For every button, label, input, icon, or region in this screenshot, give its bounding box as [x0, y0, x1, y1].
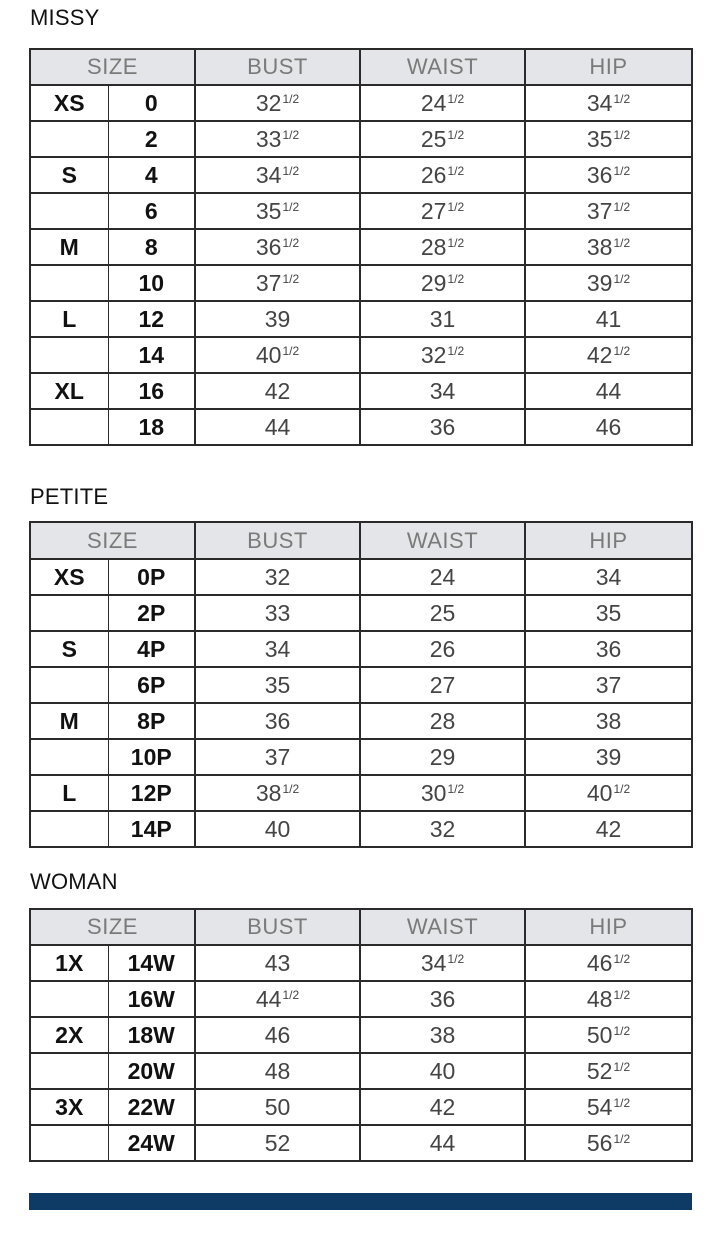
bust-cell: [195, 85, 360, 121]
bust-whole: 42: [264, 377, 291, 404]
petite-title: PETITE: [30, 484, 109, 509]
numeric-size-cell: 14: [108, 337, 195, 373]
hip-whole: 41: [595, 305, 622, 332]
numeric-size-cell: 6: [108, 193, 195, 229]
bust-cell: [195, 945, 360, 981]
letter-size-cell: [30, 1125, 108, 1161]
bust-cell: [195, 409, 360, 445]
bust-fraction: 1/2: [282, 163, 300, 178]
hip-cell: [525, 595, 692, 631]
hip-whole: 36: [595, 635, 622, 662]
hip-whole: 44: [595, 377, 622, 404]
bust-cell: [195, 301, 360, 337]
hip-whole: 54: [586, 1093, 613, 1120]
bust-whole: 44: [264, 413, 291, 440]
hip-whole: 56: [586, 1129, 613, 1156]
numeric-size-cell: 8: [108, 229, 195, 265]
letter-size-cell: 3X: [30, 1089, 108, 1125]
letter-size-cell: [30, 981, 108, 1017]
numeric-size-cell: 10P: [108, 739, 195, 775]
table-row: [30, 229, 692, 265]
hip-whole: 38: [586, 233, 613, 260]
hip-cell: [525, 1125, 692, 1161]
waist-cell: [360, 1125, 525, 1161]
bust-cell: [195, 337, 360, 373]
table-header-row: [30, 49, 692, 85]
hip-whole: 35: [586, 125, 613, 152]
table-row: [30, 193, 692, 229]
hip-whole: 35: [595, 599, 622, 626]
hip-whole: 37: [595, 671, 622, 698]
numeric-size-cell: 12: [108, 301, 195, 337]
bust-whole: 38: [255, 779, 282, 806]
waist-cell: [360, 1053, 525, 1089]
numeric-size-cell: 22W: [108, 1089, 195, 1125]
table-row: [30, 1017, 692, 1053]
waist-whole: 25: [429, 599, 456, 626]
table-row: [30, 775, 692, 811]
letter-size-cell: M: [30, 703, 108, 739]
waist-whole: 44: [429, 1129, 456, 1156]
waist-whole: 29: [429, 743, 456, 770]
waist-whole: 32: [429, 815, 456, 842]
waist-cell: [360, 337, 525, 373]
waist-cell: [360, 945, 525, 981]
hip-cell: [525, 1089, 692, 1125]
waist-whole: 38: [429, 1021, 456, 1048]
bust-cell: [195, 193, 360, 229]
hip-fraction: 1/2: [613, 91, 631, 106]
bust-cell: [195, 229, 360, 265]
numeric-size-cell: 0: [108, 85, 195, 121]
waist-cell: [360, 229, 525, 265]
waist-cell: [360, 121, 525, 157]
waist-fraction: 1/2: [447, 127, 465, 142]
header-size: SIZE: [30, 909, 195, 945]
hip-cell: [525, 337, 692, 373]
table-row: [30, 121, 692, 157]
hip-cell: [525, 703, 692, 739]
waist-whole: 42: [429, 1093, 456, 1120]
letter-size-cell: L: [30, 301, 108, 337]
bust-cell: [195, 265, 360, 301]
numeric-size-cell: 10: [108, 265, 195, 301]
waist-whole: 25: [420, 125, 447, 152]
table-row: [30, 811, 692, 847]
hip-fraction: 1/2: [613, 1131, 631, 1146]
hip-cell: [525, 373, 692, 409]
letter-size-cell: [30, 265, 108, 301]
bust-whole: 36: [264, 707, 291, 734]
hip-fraction: 1/2: [613, 235, 631, 250]
numeric-size-cell: 4P: [108, 631, 195, 667]
hip-cell: [525, 121, 692, 157]
hip-whole: 48: [586, 985, 613, 1012]
waist-whole: 24: [420, 89, 447, 116]
bust-whole: 32: [264, 563, 291, 590]
bust-fraction: 1/2: [282, 987, 300, 1002]
waist-whole: 30: [420, 779, 447, 806]
waist-fraction: 1/2: [447, 951, 465, 966]
table-row: [30, 409, 692, 445]
hip-cell: [525, 301, 692, 337]
letter-size-cell: M: [30, 229, 108, 265]
waist-cell: [360, 775, 525, 811]
hip-fraction: 1/2: [613, 987, 631, 1002]
waist-cell: [360, 1017, 525, 1053]
header-bust: BUST: [195, 49, 360, 85]
header-hip: HIP: [525, 909, 692, 945]
bust-whole: 48: [264, 1057, 291, 1084]
waist-whole: 34: [429, 377, 456, 404]
table-row: [30, 667, 692, 703]
header-hip: HIP: [525, 49, 692, 85]
letter-size-cell: [30, 121, 108, 157]
hip-fraction: 1/2: [613, 1095, 631, 1110]
bust-cell: [195, 981, 360, 1017]
waist-cell: [360, 811, 525, 847]
waist-whole: 34: [420, 949, 447, 976]
hip-cell: [525, 1017, 692, 1053]
waist-whole: 27: [420, 197, 447, 224]
hip-cell: [525, 667, 692, 703]
table-row: [30, 595, 692, 631]
waist-whole: 31: [429, 305, 456, 332]
bust-cell: [195, 703, 360, 739]
table-row: [30, 1053, 692, 1089]
letter-size-cell: L: [30, 775, 108, 811]
waist-whole: 32: [420, 341, 447, 368]
bust-whole: 44: [255, 985, 282, 1012]
waist-cell: [360, 265, 525, 301]
hip-cell: [525, 85, 692, 121]
waist-whole: 28: [420, 233, 447, 260]
letter-size-cell: XS: [30, 85, 108, 121]
hip-whole: 36: [586, 161, 613, 188]
hip-cell: [525, 631, 692, 667]
letter-size-cell: [30, 739, 108, 775]
waist-cell: [360, 559, 525, 595]
waist-cell: [360, 595, 525, 631]
bust-whole: 34: [255, 161, 282, 188]
header-waist: WAIST: [360, 909, 525, 945]
waist-fraction: 1/2: [447, 343, 465, 358]
hip-cell: [525, 775, 692, 811]
waist-fraction: 1/2: [447, 271, 465, 286]
table-row: [30, 85, 692, 121]
bust-whole: 33: [264, 599, 291, 626]
hip-cell: [525, 193, 692, 229]
bust-whole: 39: [264, 305, 291, 332]
numeric-size-cell: 2: [108, 121, 195, 157]
bust-cell: [195, 739, 360, 775]
bust-whole: 34: [264, 635, 291, 662]
table-row: [30, 703, 692, 739]
table-row: [30, 739, 692, 775]
waist-cell: [360, 193, 525, 229]
waist-fraction: 1/2: [447, 199, 465, 214]
waist-whole: 40: [429, 1057, 456, 1084]
hip-cell: [525, 981, 692, 1017]
bust-whole: 32: [255, 89, 282, 116]
waist-cell: [360, 1089, 525, 1125]
header-bust: BUST: [195, 909, 360, 945]
bust-whole: 36: [255, 233, 282, 260]
waist-fraction: 1/2: [447, 235, 465, 250]
numeric-size-cell: 8P: [108, 703, 195, 739]
waist-whole: 36: [429, 413, 456, 440]
hip-cell: [525, 739, 692, 775]
numeric-size-cell: 0P: [108, 559, 195, 595]
hip-fraction: 1/2: [613, 271, 631, 286]
bust-whole: 37: [264, 743, 291, 770]
bust-fraction: 1/2: [282, 781, 300, 796]
bust-whole: 50: [264, 1093, 291, 1120]
hip-cell: [525, 409, 692, 445]
bust-whole: 46: [264, 1021, 291, 1048]
hip-fraction: 1/2: [613, 163, 631, 178]
bust-cell: [195, 1017, 360, 1053]
numeric-size-cell: 18: [108, 409, 195, 445]
footer-bar: [29, 1193, 692, 1210]
hip-whole: 40: [586, 779, 613, 806]
table-row: [30, 373, 692, 409]
waist-cell: [360, 739, 525, 775]
bust-cell: [195, 631, 360, 667]
bust-whole: 40: [264, 815, 291, 842]
header-size: SIZE: [30, 522, 195, 559]
hip-cell: [525, 945, 692, 981]
table-header-row: [30, 909, 692, 945]
waist-whole: 24: [429, 563, 456, 590]
bust-cell: [195, 559, 360, 595]
numeric-size-cell: 2P: [108, 595, 195, 631]
woman-title: WOMAN: [30, 869, 118, 894]
table-row: [30, 337, 692, 373]
numeric-size-cell: 14P: [108, 811, 195, 847]
hip-cell: [525, 1053, 692, 1089]
table-row: [30, 559, 692, 595]
bust-whole: 35: [264, 671, 291, 698]
waist-whole: 26: [429, 635, 456, 662]
waist-cell: [360, 301, 525, 337]
bust-fraction: 1/2: [282, 235, 300, 250]
bust-whole: 43: [264, 949, 291, 976]
bust-cell: [195, 373, 360, 409]
table-header-row: [30, 522, 692, 559]
bust-fraction: 1/2: [282, 199, 300, 214]
waist-fraction: 1/2: [447, 163, 465, 178]
hip-cell: [525, 811, 692, 847]
woman-size-table: [29, 908, 693, 1162]
hip-fraction: 1/2: [613, 781, 631, 796]
bust-cell: [195, 667, 360, 703]
hip-whole: 46: [586, 949, 613, 976]
table-row: [30, 1125, 692, 1161]
header-waist: WAIST: [360, 522, 525, 559]
bust-whole: 40: [255, 341, 282, 368]
missy-size-table: [29, 48, 693, 446]
waist-cell: [360, 157, 525, 193]
bust-fraction: 1/2: [282, 343, 300, 358]
bust-cell: [195, 775, 360, 811]
hip-whole: 39: [595, 743, 622, 770]
table-row: [30, 265, 692, 301]
bust-fraction: 1/2: [282, 271, 300, 286]
hip-fraction: 1/2: [613, 199, 631, 214]
table-row: [30, 157, 692, 193]
hip-whole: 34: [586, 89, 613, 116]
hip-whole: 50: [586, 1021, 613, 1048]
hip-cell: [525, 229, 692, 265]
numeric-size-cell: 16: [108, 373, 195, 409]
table-row: [30, 301, 692, 337]
numeric-size-cell: 20W: [108, 1053, 195, 1089]
header-bust: BUST: [195, 522, 360, 559]
numeric-size-cell: 14W: [108, 945, 195, 981]
waist-cell: [360, 85, 525, 121]
hip-whole: 46: [595, 413, 622, 440]
bust-cell: [195, 1053, 360, 1089]
hip-whole: 42: [586, 341, 613, 368]
bust-whole: 35: [255, 197, 282, 224]
letter-size-cell: [30, 811, 108, 847]
waist-whole: 36: [429, 985, 456, 1012]
hip-cell: [525, 265, 692, 301]
letter-size-cell: 1X: [30, 945, 108, 981]
waist-whole: 26: [420, 161, 447, 188]
waist-whole: 28: [429, 707, 456, 734]
bust-cell: [195, 121, 360, 157]
bust-cell: [195, 1089, 360, 1125]
waist-cell: [360, 373, 525, 409]
waist-cell: [360, 667, 525, 703]
letter-size-cell: 2X: [30, 1017, 108, 1053]
numeric-size-cell: 16W: [108, 981, 195, 1017]
table-row: [30, 631, 692, 667]
bust-whole: 52: [264, 1129, 291, 1156]
bust-whole: 37: [255, 269, 282, 296]
letter-size-cell: XS: [30, 559, 108, 595]
waist-whole: 27: [429, 671, 456, 698]
numeric-size-cell: 6P: [108, 667, 195, 703]
letter-size-cell: [30, 1053, 108, 1089]
numeric-size-cell: 12P: [108, 775, 195, 811]
letter-size-cell: S: [30, 631, 108, 667]
hip-whole: 38: [595, 707, 622, 734]
hip-cell: [525, 157, 692, 193]
header-waist: WAIST: [360, 49, 525, 85]
waist-fraction: 1/2: [447, 781, 465, 796]
bust-fraction: 1/2: [282, 127, 300, 142]
header-size: SIZE: [30, 49, 195, 85]
waist-cell: [360, 631, 525, 667]
letter-size-cell: [30, 193, 108, 229]
hip-fraction: 1/2: [613, 1059, 631, 1074]
waist-cell: [360, 409, 525, 445]
letter-size-cell: [30, 667, 108, 703]
bust-fraction: 1/2: [282, 91, 300, 106]
letter-size-cell: [30, 409, 108, 445]
hip-whole: 52: [586, 1057, 613, 1084]
header-hip: HIP: [525, 522, 692, 559]
bust-cell: [195, 1125, 360, 1161]
table-row: [30, 945, 692, 981]
waist-cell: [360, 981, 525, 1017]
hip-fraction: 1/2: [613, 127, 631, 142]
hip-whole: 34: [595, 563, 622, 590]
bust-cell: [195, 157, 360, 193]
hip-fraction: 1/2: [613, 951, 631, 966]
hip-cell: [525, 559, 692, 595]
hip-whole: 39: [586, 269, 613, 296]
letter-size-cell: [30, 595, 108, 631]
letter-size-cell: XL: [30, 373, 108, 409]
hip-whole: 37: [586, 197, 613, 224]
letter-size-cell: S: [30, 157, 108, 193]
missy-title: MISSY: [30, 5, 100, 30]
petite-size-table: [29, 521, 693, 848]
hip-fraction: 1/2: [613, 1023, 631, 1038]
waist-whole: 29: [420, 269, 447, 296]
numeric-size-cell: 18W: [108, 1017, 195, 1053]
letter-size-cell: [30, 337, 108, 373]
waist-fraction: 1/2: [447, 91, 465, 106]
hip-fraction: 1/2: [613, 343, 631, 358]
waist-cell: [360, 703, 525, 739]
table-row: [30, 1089, 692, 1125]
bust-cell: [195, 811, 360, 847]
table-row: [30, 981, 692, 1017]
numeric-size-cell: 24W: [108, 1125, 195, 1161]
hip-whole: 42: [595, 815, 622, 842]
bust-whole: 33: [255, 125, 282, 152]
numeric-size-cell: 4: [108, 157, 195, 193]
bust-cell: [195, 595, 360, 631]
